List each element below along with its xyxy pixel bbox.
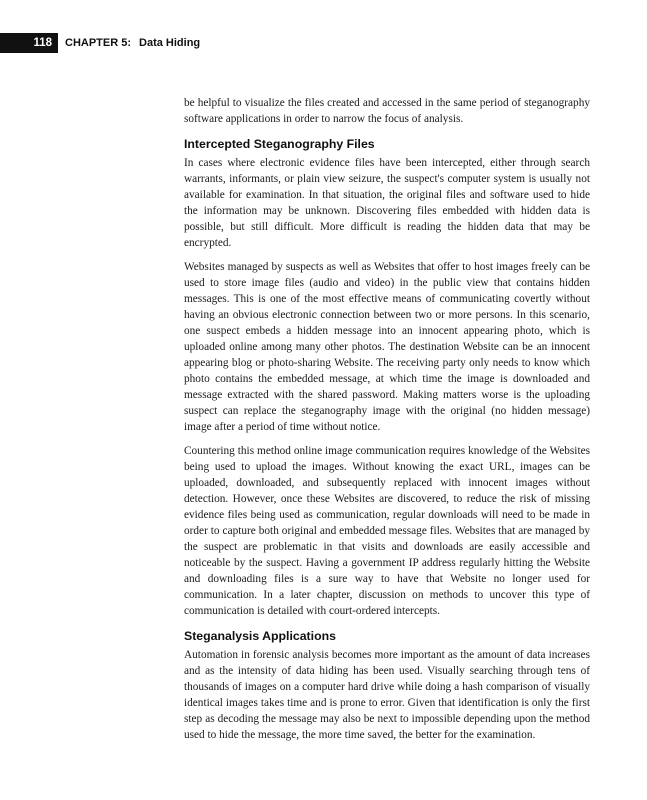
paragraph-intro: be helpful to visualize the files created and accessed in the same period of steganography software applications in order to narrow the focus of analysis.	[184, 97, 590, 125]
paragraph: In cases where electronic evidence files have been intercepted, either through search warrants, informants, or plain view seizure, the suspect's computer system is usually not available for examination. In that situation, the original files and software used to hide the information may be unknown. Discovering files embedded with hidden data is possible, but still difficult. More difficult is reading the hidden data that may be encrypted.	[184, 157, 590, 249]
page-body	[184, 95, 590, 743]
paragraph: Websites managed by suspects as well as Websites that offer to host images freely can be used to store image files (audio and video) in the public view that contains hidden messages. This is one of the most effective means of communicating covertly without having an obvious electronic connection between two or more persons. In this scenario, one suspect embeds a hidden message into an innocent appearing photo, which is uploaded online among many other photos. The destination Website can be an innocent appearing blog or photo-sharing Website. The receiving party only needs to know which photo contains the embedded message, at which time the image is downloaded and message extracted with the shared password. Making matters worse is the uploading suspect can replace the steganography image with the original (no hidden message) image after a period of time without notice.	[184, 261, 590, 433]
paragraph: Countering this method online image communication requires knowledge of the Websites being used to upload the images. Without knowing the exact URL, images can be uploaded, downloaded, and subsequently replaced with innocent images without detection. However, once these Websites are discovered, to reduce the risk of missing evidence files being used as communication, regular downloads will need to be made in order to capture both original and embedded message files. Websites that are managed by the suspect are problematic in that visits and downloads are easily accessible and noticeable by the suspect. Having a government IP address regularly hitting the Website and downloading files is a sure way to have that Website no longer used for communication. In a later chapter, discussion on methods to uncover this type of communication is detailed with court-ordered intercepts.	[184, 445, 590, 617]
paragraph: Automation in forensic analysis becomes more important as the amount of data increases and as the intensity of data hiding has been used. Visually searching through tens of thousands of images on a computer hard drive while doing a hash comparison of visually identical images takes time and is prone to error. Given that identification is only the first step as decoding the message may also be next to impossible depending upon the method used to hide the message, the more time saved, the better for the examination.	[184, 649, 590, 741]
section-heading-steganalysis: Steganalysis Applications	[184, 629, 336, 643]
page-number: 118	[0, 33, 58, 53]
running-head	[64, 37, 200, 49]
page-header	[0, 33, 647, 53]
chapter-title: Data Hiding	[139, 37, 201, 49]
section-heading-intercepted: Intercepted Steganography Files	[184, 137, 375, 151]
chapter-label: CHAPTER 5:	[65, 37, 132, 49]
